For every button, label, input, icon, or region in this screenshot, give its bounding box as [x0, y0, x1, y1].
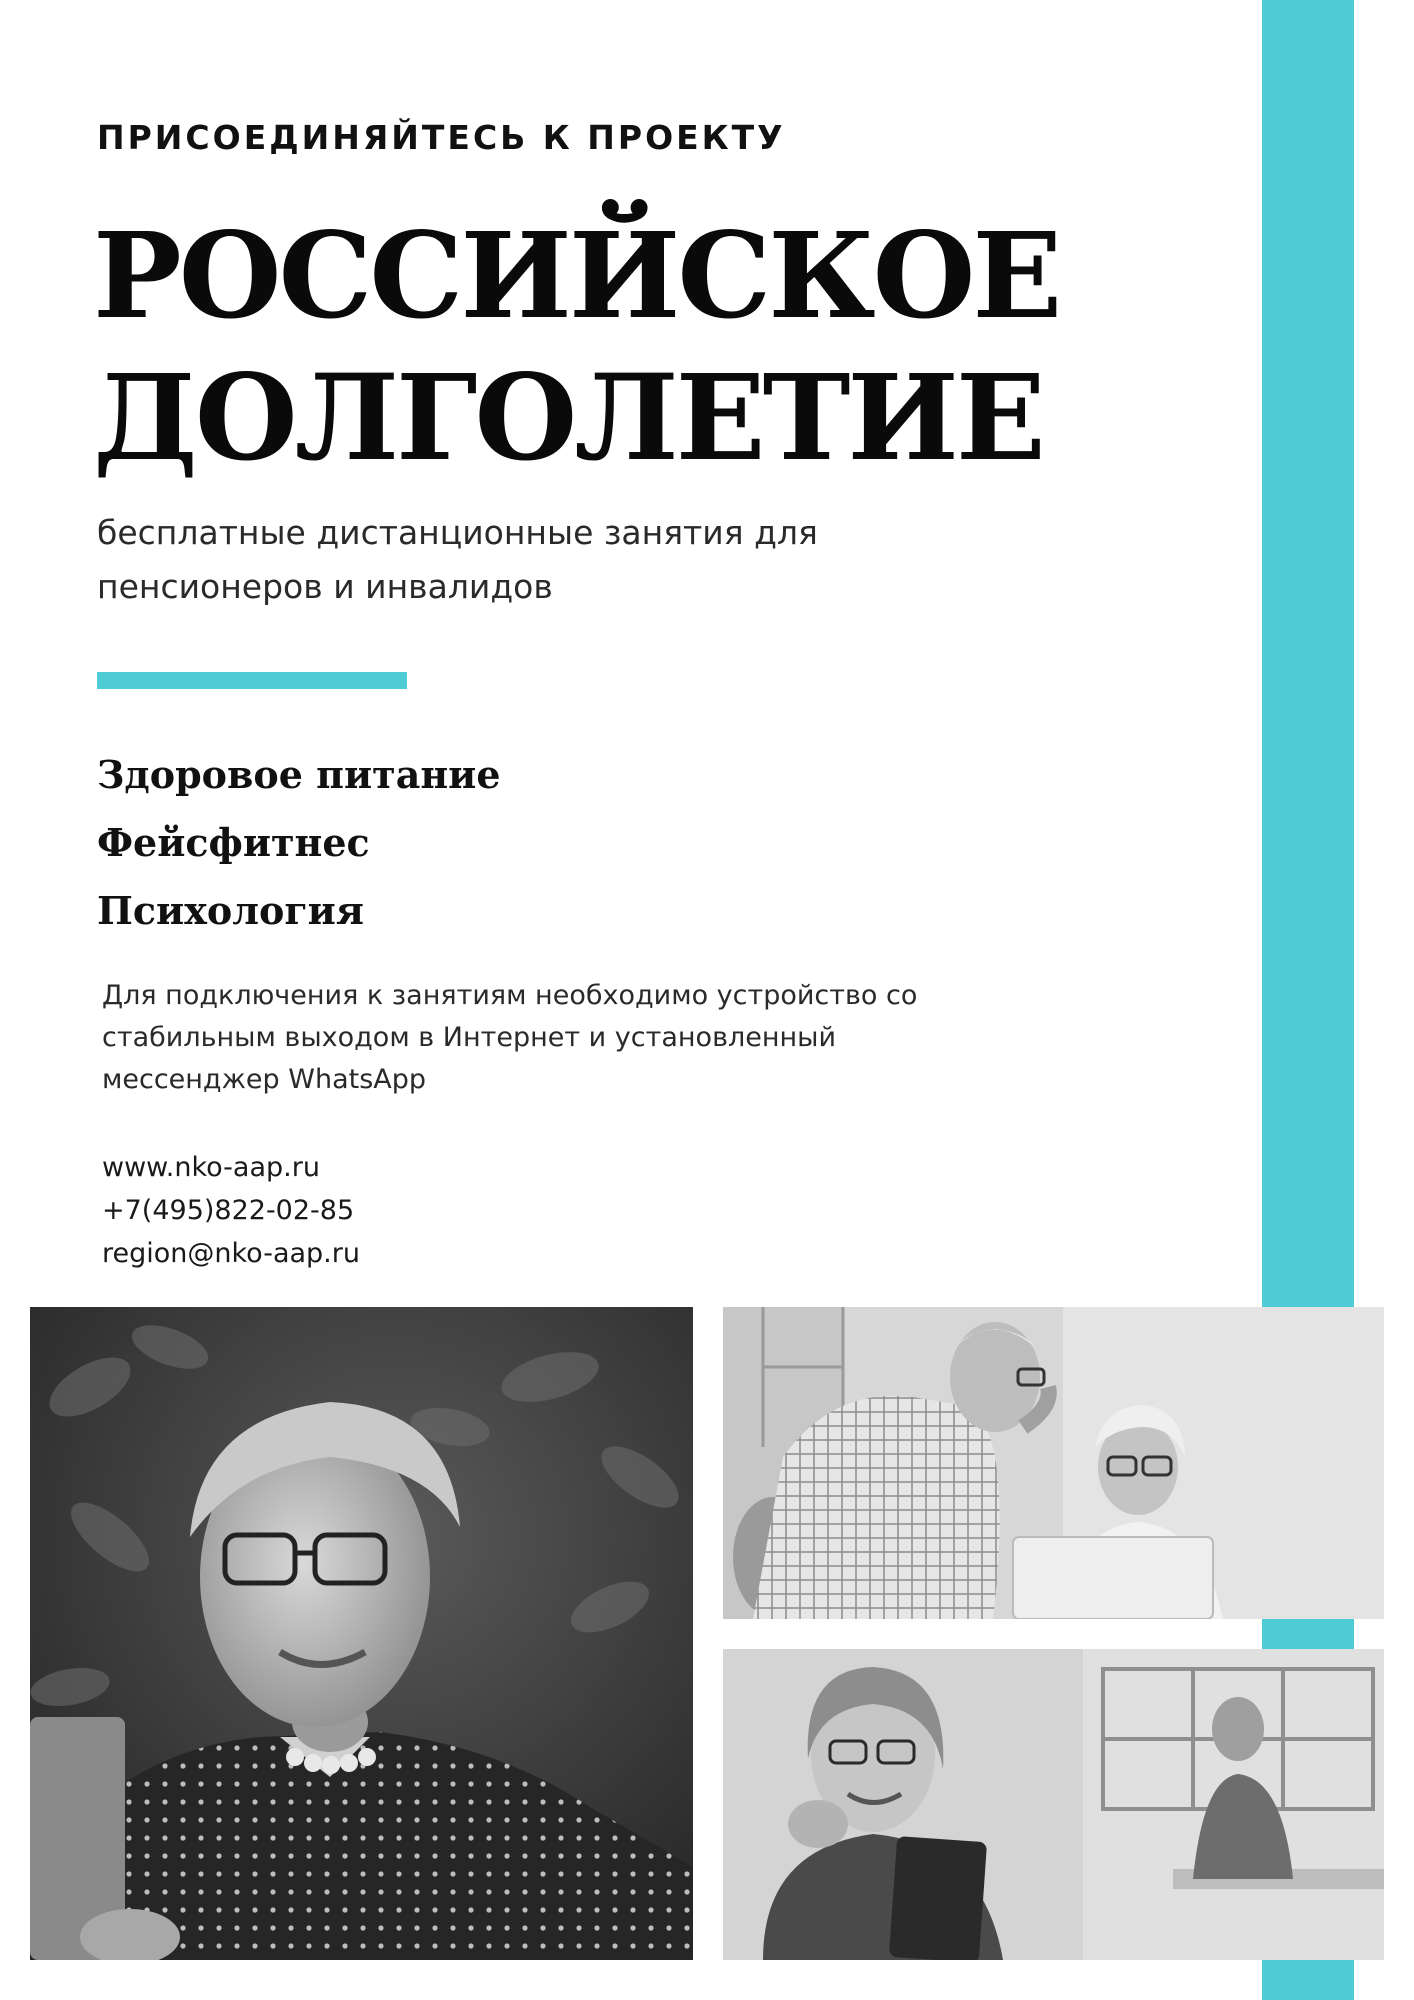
subtitle: [97, 506, 997, 614]
page-title: [93, 205, 1059, 489]
course-item-facefitness: Фейсфитнес: [97, 820, 370, 865]
info-line-1: Для подключения к занятиям необходимо устройство со: [102, 980, 918, 1011]
smiling-woman-with-tablet-photo: [723, 1649, 1384, 1960]
accent-divider: [97, 672, 407, 689]
email-link[interactable]: region@nko-aap.ru: [102, 1238, 360, 1269]
title-line-1: РОССИЙСКОЕ: [93, 206, 1060, 345]
course-item-nutrition: Здоровое питание: [97, 752, 501, 797]
title-line-2: ДОЛГОЛЕТИЕ: [93, 348, 1043, 487]
info-line-3: мессенджер WhatsApp: [102, 1064, 427, 1095]
requirements-text: [102, 975, 1102, 1101]
phone-number[interactable]: +7(495)822-02-85: [102, 1195, 355, 1226]
subtitle-line-2: пенсионеров и инвалидов: [97, 567, 553, 606]
senior-couple-at-laptop-photo: [723, 1307, 1384, 1619]
website-link[interactable]: www.nko-aap.ru: [102, 1152, 320, 1183]
elderly-woman-with-tablet-photo: [30, 1307, 693, 1960]
subtitle-line-1: бесплатные дистанционные занятия для: [97, 513, 818, 552]
kicker-heading: ПРИСОЕДИНЯЙТЕСЬ К ПРОЕКТУ: [97, 118, 786, 157]
course-item-psychology: Психология: [97, 888, 364, 933]
course-list: [97, 741, 501, 945]
contacts-block: [102, 1146, 360, 1275]
info-line-2: стабильным выходом в Интернет и установленный: [102, 1022, 837, 1053]
